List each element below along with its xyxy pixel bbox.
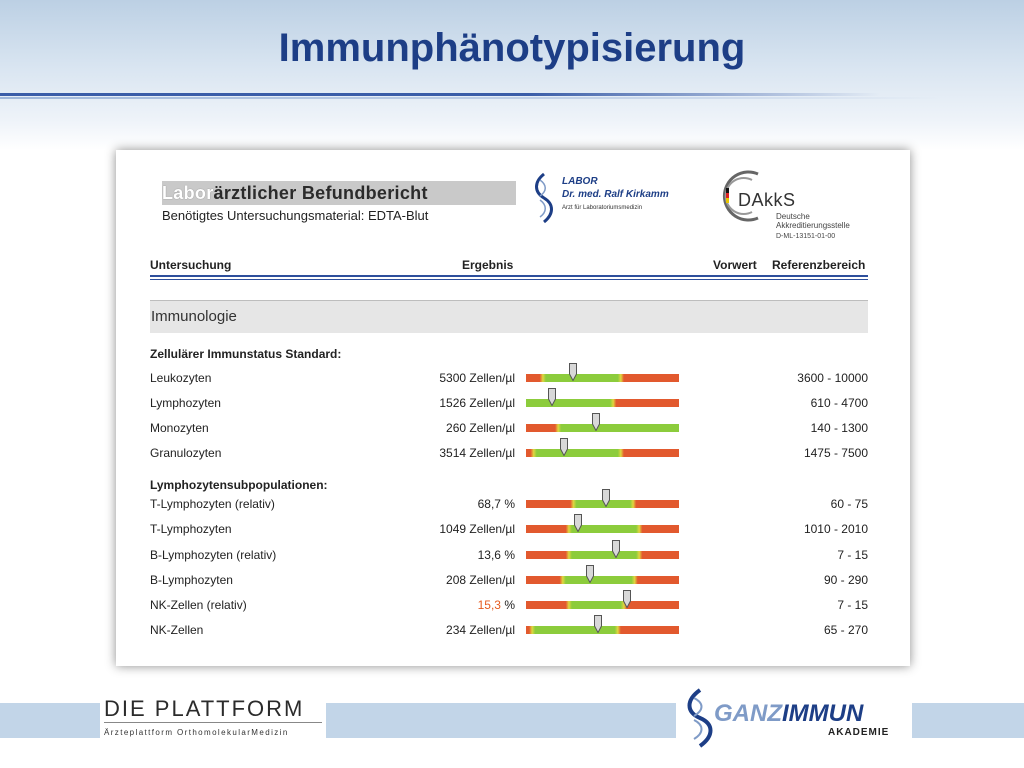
lab-logo-line1: LABOR <box>562 176 598 187</box>
result-value: 5300 <box>439 371 467 385</box>
ganzimmun-name <box>714 700 863 728</box>
result-value: 13,6 <box>477 548 501 562</box>
dakks-line3: D-ML-13151-01-00 <box>776 233 836 240</box>
result-unit: % <box>504 548 515 562</box>
ganzimmun-logo <box>676 686 912 750</box>
test-name: Leukozyten <box>150 371 212 385</box>
plattform-logo <box>100 694 326 744</box>
test-name: T-Lymphozyten <box>150 522 232 536</box>
group-title: Zellulärer Immunstatus Standard: <box>150 347 342 361</box>
reference-bar <box>526 374 679 382</box>
header-divider-thin <box>150 279 868 280</box>
dakks-name: DAkkS <box>738 190 796 210</box>
reference-bar <box>526 626 679 634</box>
report-title-part2: ärztlicher Befundbericht <box>213 183 428 203</box>
plattform-divider <box>104 722 322 723</box>
slide-title: Immunphänotypisierung <box>278 26 746 70</box>
report-title-part1: Labor <box>162 183 214 203</box>
lab-logo-line2: Dr. med. Ralf Kirkamm <box>562 189 669 200</box>
reference-range: 610 - 4700 <box>810 396 868 410</box>
value-marker-icon <box>594 615 602 633</box>
dakks-line2: Akkreditierungsstelle <box>776 221 850 230</box>
reference-bar <box>526 424 679 432</box>
column-header-reference: Referenzbereich <box>772 258 866 272</box>
reference-bar <box>526 576 679 584</box>
value-marker-icon <box>586 565 594 583</box>
table-row <box>150 368 868 388</box>
result-value: 1526 <box>439 396 467 410</box>
reference-range: 3600 - 10000 <box>797 371 868 385</box>
result-unit: % <box>504 598 515 612</box>
result-unit: Zellen/µl <box>469 371 515 385</box>
table-row <box>150 494 868 514</box>
group-title: Lymphozytensubpopulationen: <box>150 478 328 492</box>
value-marker-icon <box>560 438 568 456</box>
reference-range: 7 - 15 <box>837 548 868 562</box>
reference-range: 1475 - 7500 <box>803 446 868 460</box>
reference-range: 90 - 290 <box>823 573 868 587</box>
result-value: 208 <box>446 573 467 587</box>
ganzimmun-name-part2: IMMUN <box>782 700 864 727</box>
helix-icon <box>680 688 714 748</box>
section-header <box>150 300 868 333</box>
result-unit: Zellen/µl <box>469 421 515 435</box>
result-unit: Zellen/µl <box>469 573 515 587</box>
test-result <box>446 573 515 587</box>
test-result <box>478 548 515 562</box>
reference-bar <box>526 551 679 559</box>
section-title: Immunologie <box>151 308 237 325</box>
slide-header <box>0 0 1024 150</box>
test-name: NK-Zellen <box>150 623 204 637</box>
report-subtitle: Benötigtes Untersuchungsmaterial: EDTA-Blut <box>162 208 429 223</box>
test-result <box>478 497 515 511</box>
reference-range: 65 - 270 <box>823 623 868 637</box>
result-value: 15,3 <box>477 598 501 612</box>
reference-range: 1010 - 2010 <box>803 522 868 536</box>
value-marker-icon <box>574 514 582 532</box>
table-row <box>150 620 868 640</box>
test-result <box>439 371 515 385</box>
column-header-previous: Vorwert <box>713 258 757 272</box>
report-title <box>162 181 516 205</box>
ganzimmun-subtitle: AKADEMIE <box>828 727 890 738</box>
table-row <box>150 418 868 438</box>
reference-bar <box>526 525 679 533</box>
column-header-result: Ergebnis <box>462 258 514 272</box>
reference-bar <box>526 399 679 407</box>
test-result <box>478 598 515 612</box>
table-row <box>150 570 868 590</box>
result-unit: Zellen/µl <box>469 446 515 460</box>
reference-bar <box>526 449 679 457</box>
reference-bar <box>526 500 679 508</box>
reference-range: 140 - 1300 <box>810 421 868 435</box>
value-marker-icon <box>602 489 610 507</box>
lab-logo-line3: Arzt für Laboratoriumsmedizin <box>562 205 643 211</box>
result-value: 68,7 <box>477 497 501 511</box>
test-name: Granulozyten <box>150 446 222 460</box>
value-marker-icon <box>623 590 631 608</box>
test-result <box>446 623 515 637</box>
test-name: B-Lymphozyten <box>150 573 233 587</box>
result-unit: Zellen/µl <box>469 522 515 536</box>
test-result <box>446 421 515 435</box>
column-header-test: Untersuchung <box>150 258 232 272</box>
ganzimmun-name-part1: GANZ <box>714 700 782 727</box>
value-marker-icon <box>612 540 620 558</box>
lab-logo <box>528 172 708 224</box>
header-rule <box>0 93 880 96</box>
dakks-logo <box>720 168 870 238</box>
table-row <box>150 443 868 463</box>
value-marker-icon <box>569 363 577 381</box>
value-marker-icon <box>592 413 600 431</box>
value-marker-icon <box>548 388 556 406</box>
result-value: 234 <box>446 623 467 637</box>
test-name: T-Lymphozyten (relativ) <box>150 497 275 511</box>
reference-range: 60 - 75 <box>830 497 868 511</box>
test-result <box>439 522 515 536</box>
test-name: B-Lymphozyten (relativ) <box>150 548 277 562</box>
table-row <box>150 393 868 413</box>
result-unit: % <box>504 497 515 511</box>
reference-bar <box>526 601 679 609</box>
table-row <box>150 595 868 615</box>
test-result <box>439 446 515 460</box>
result-value: 3514 <box>439 446 467 460</box>
test-result <box>439 396 515 410</box>
dakks-line1: Deutsche <box>776 212 810 221</box>
test-name: Lymphozyten <box>150 396 221 410</box>
lab-report <box>116 150 910 666</box>
header-divider <box>150 275 868 277</box>
header-rule-light <box>0 97 940 99</box>
reference-range: 7 - 15 <box>837 598 868 612</box>
result-unit: Zellen/µl <box>469 396 515 410</box>
table-row <box>150 545 868 565</box>
plattform-title: DIE PLATTFORM <box>104 696 305 721</box>
result-unit: Zellen/µl <box>469 623 515 637</box>
table-row <box>150 519 868 539</box>
result-value: 1049 <box>439 522 467 536</box>
test-name: NK-Zellen (relativ) <box>150 598 247 612</box>
helix-icon <box>528 172 558 224</box>
plattform-subtitle: Ärzteplattform OrthomolekularMedizin <box>104 728 289 737</box>
result-value: 260 <box>446 421 467 435</box>
test-name: Monozyten <box>150 421 209 435</box>
